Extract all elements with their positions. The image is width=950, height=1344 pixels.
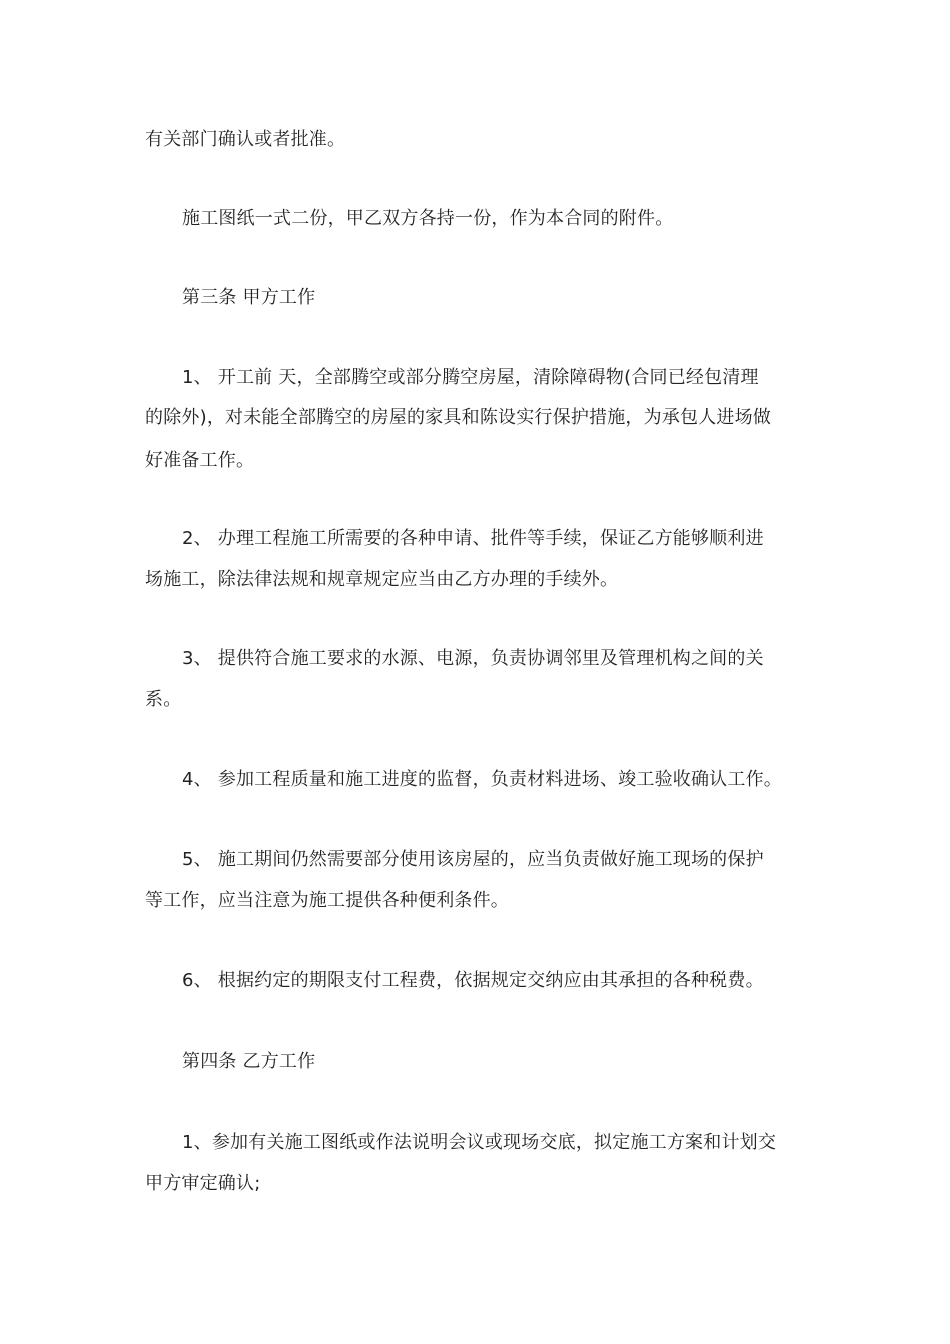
text-line: 好准备工作。 [145, 450, 255, 471]
text-line: 6、 根据约定的期限支付工程费，依据规定交纳应由其承担的各种税费。 [182, 970, 764, 991]
section-heading: 第三条 甲方工作 [182, 287, 316, 308]
text-line: 有关部门确认或者批准。 [145, 129, 346, 150]
section-heading: 第四条 乙方工作 [182, 1051, 316, 1072]
text-line: 2、 办理工程施工所需要的各种申请、批件等手续，保证乙方能够顺利进 [182, 528, 764, 549]
text-line: 施工图纸一式二份，甲乙双方各持一份，作为本合同的附件。 [182, 208, 674, 229]
text-line: 1、参加有关施工图纸或作法说明会议或现场交底，拟定施工方案和计划交 [182, 1132, 777, 1153]
text-line: 3、 提供符合施工要求的水源、电源，负责协调邻里及管理机构之间的关 [182, 648, 764, 669]
text-line: 等工作，应当注意为施工提供各种便利条件。 [145, 890, 509, 911]
text-line: 系。 [145, 689, 182, 710]
text-line: 1、 开工前 天，全部腾空或部分腾空房屋，清除障碍物(合同已经包清理 [182, 367, 759, 388]
text-line: 场施工，除法律法规和规章规定应当由乙方办理的手续外。 [145, 569, 619, 590]
text-line: 甲方审定确认; [145, 1173, 261, 1194]
text-line: 的除外)，对未能全部腾空的房屋的家具和陈设实行保护措施，为承包人进场做 [145, 407, 772, 428]
text-line: 5、 施工期间仍然需要部分使用该房屋的，应当负责做好施工现场的保护 [182, 849, 764, 870]
text-line: 4、 参加工程质量和施工进度的监督，负责材料进场、竣工验收确认工作。 [182, 769, 782, 790]
